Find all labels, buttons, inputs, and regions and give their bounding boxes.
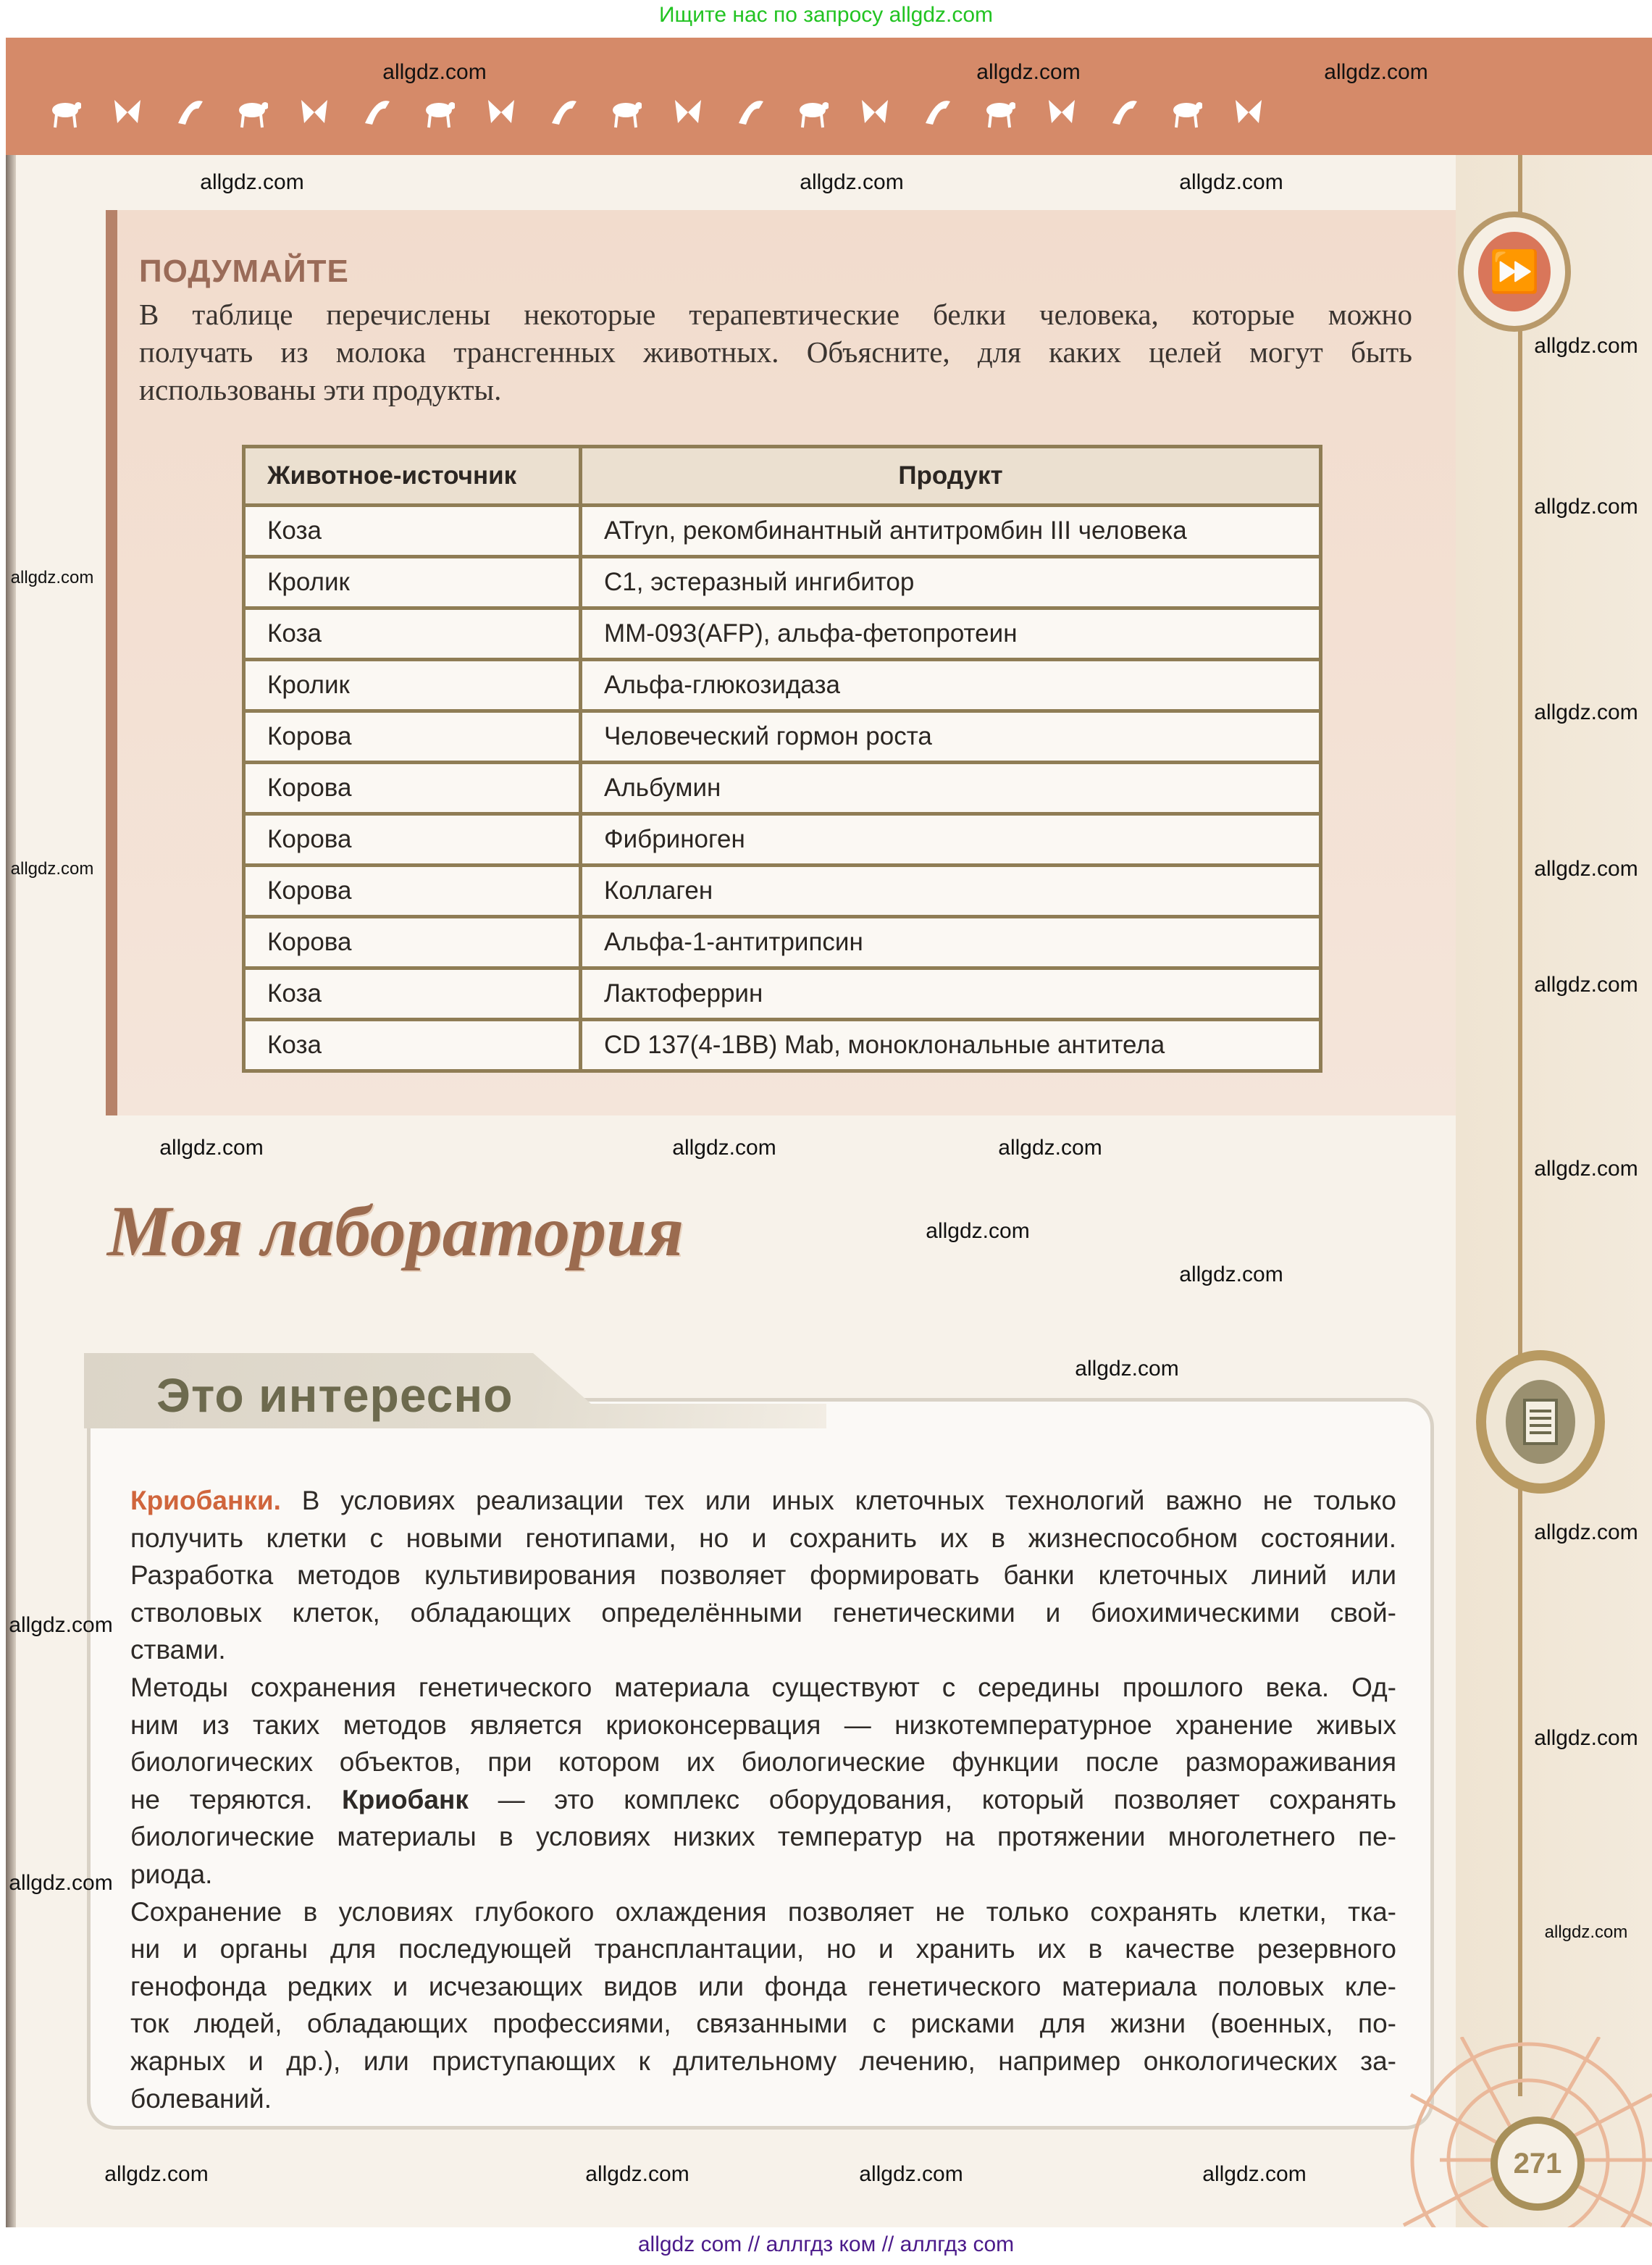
text-fragment: — это комплекс оборудования, который позволяет сохранять <box>468 1784 1396 1814</box>
fish-icon <box>1108 94 1140 130</box>
interesting-title: Это интересно <box>156 1368 513 1422</box>
column-header-animal: Животное-источник <box>244 447 581 506</box>
animal-cell: Коза <box>244 968 581 1020</box>
text-fragment: В условиях реализации тех или иных клеточных технологий важно не только <box>280 1486 1396 1515</box>
product-cell: Альфа-1-антитрипсин <box>581 917 1321 968</box>
table-row <box>244 711 1321 763</box>
right-margin <box>1456 155 1652 2227</box>
product-cell: Человеческий гормон роста <box>581 711 1321 763</box>
animal-cell: Коза <box>244 506 581 557</box>
text-fragment: не теряются. <box>130 1784 343 1814</box>
table-row <box>244 968 1321 1020</box>
bird-icon <box>298 94 330 130</box>
document-marker <box>1476 1350 1605 1494</box>
watermark: allgdz.com <box>1324 60 1428 84</box>
watermark: allgdz.com <box>1534 973 1638 997</box>
product-cell: Коллаген <box>581 866 1321 917</box>
watermark: allgdz.com <box>1179 170 1283 194</box>
text-line: ним из таких методов является криоконсервация — низкотемпературное хранение живых <box>130 1709 1396 1740</box>
watermark: allgdz.com <box>1202 2162 1307 2186</box>
term-cryobanks: Криобанки. <box>130 1486 281 1515</box>
insect-icon <box>548 94 579 130</box>
product-cell: MM-093(AFP), альфа-фетопротеин <box>581 608 1321 660</box>
question-line: получать из молока трансгенных животных. Объясните, для каких целей могут быть <box>139 335 1412 369</box>
animal-cell: Коза <box>244 608 581 660</box>
textbook-page <box>6 38 1652 2227</box>
goat-icon <box>423 94 455 130</box>
column-header-product: Продукт <box>581 447 1321 506</box>
think-question <box>139 296 1412 409</box>
bird-icon <box>1046 94 1078 130</box>
text-line: ни и органы для последующей трансплантации, но и хранить их в качестве резервного <box>130 1934 1396 1964</box>
horse-icon <box>236 94 268 130</box>
watermark: allgdz.com <box>1534 1520 1638 1544</box>
watermark: allgdz.com <box>9 1613 113 1637</box>
watermark: allgdz.com <box>1534 495 1638 519</box>
text-line: биологические материалы в условиях низких температур на протяжении многолетнего пе- <box>130 1822 1396 1852</box>
watermark: allgdz.com <box>200 170 304 194</box>
animal-cell: Корова <box>244 814 581 866</box>
animal-cell: Корова <box>244 866 581 917</box>
product-cell: CD 137(4-1BB) Mab, моноклональные антитела <box>581 1020 1321 1071</box>
butterfly-icon <box>112 94 143 130</box>
table-row <box>244 917 1321 968</box>
table-row <box>244 506 1321 557</box>
goat-icon <box>1170 94 1202 130</box>
product-cell: Фибриноген <box>581 814 1321 866</box>
seahorse-icon <box>1233 94 1265 130</box>
watermark: allgdz.com <box>926 1219 1030 1243</box>
search-hint[interactable]: Ищите нас по запросу allgdz.com <box>658 3 994 27</box>
term-cryobank: Криобанк <box>342 1784 469 1814</box>
watermark: allgdz.com <box>1534 857 1638 881</box>
table-row <box>244 866 1321 917</box>
animal-silhouettes <box>49 94 1265 130</box>
scorpion-icon <box>174 94 206 130</box>
text-line: Сохранение в условиях глубокого охлаждения позволяет не только сохранять клетки, тка- <box>130 1896 1396 1927</box>
text-line: риода. <box>130 1859 213 1889</box>
table-row <box>244 763 1321 814</box>
watermark: allgdz.com <box>1179 1263 1283 1286</box>
bull-icon <box>610 94 642 130</box>
product-cell: ATryn, рекомбинантный антитромбин III человека <box>581 506 1321 557</box>
margin-line <box>1518 155 1522 2096</box>
footer-links[interactable]: allgdz com // аллгдз ком // аллгдз com <box>637 2232 1015 2256</box>
product-cell: Лактоферрин <box>581 968 1321 1020</box>
think-title: ПОДУМАЙТЕ <box>139 254 349 289</box>
watermark: allgdz.com <box>1544 1922 1628 1942</box>
product-cell: Альбумин <box>581 763 1321 814</box>
text-line: генофонда редких и исчезающих видов или фонда генетического материала половых кле- <box>130 1971 1396 2001</box>
text-line: Методы сохранения генетического материала существуют с середины прошлого века. Од- <box>130 1672 1396 1702</box>
proteins-table <box>242 445 1322 1073</box>
rhino-icon <box>49 94 81 130</box>
watermark: allgdz.com <box>1534 334 1638 358</box>
watermark: allgdz.com <box>998 1136 1102 1160</box>
section-title-my-lab: Моя лаборатория <box>107 1191 684 1271</box>
product-cell: С1, эстеразный ингибитор <box>581 557 1321 608</box>
watermark: allgdz.com <box>1534 1157 1638 1181</box>
watermark: allgdz.com <box>10 859 94 879</box>
watermark: allgdz.com <box>104 2162 209 2186</box>
think-box <box>106 210 1456 1115</box>
text-line: получить клетки с новыми генотипами, но и сохранить их в жизнеспособном состоянии. <box>130 1523 1396 1553</box>
watermark: allgdz.com <box>9 1871 113 1895</box>
watermark: allgdz.com <box>1534 700 1638 724</box>
fish-icon <box>361 94 393 130</box>
table-header-row <box>244 447 1321 506</box>
watermark: allgdz.com <box>672 1136 776 1160</box>
text-line: болеваний. <box>130 2083 272 2114</box>
product-cell: Альфа-глюкозидаза <box>581 660 1321 711</box>
watermark: allgdz.com <box>382 60 487 84</box>
watermark: allgdz.com <box>585 2162 689 2186</box>
text-line: биологических объектов, при котором их биологические функции после размораживания <box>130 1747 1396 1778</box>
text-line: Разработка методов культивирования позволяет формировать банки клеточных линий или <box>130 1560 1396 1591</box>
document-icon <box>1506 1380 1575 1464</box>
animal-cell: Корова <box>244 917 581 968</box>
watermark: allgdz.com <box>159 1136 264 1160</box>
animal-cell: Корова <box>244 763 581 814</box>
text-line <box>130 1781 1396 1819</box>
animal-cell: Коза <box>244 1020 581 1071</box>
kangaroo-icon <box>672 94 704 130</box>
watermark: allgdz.com <box>10 568 94 587</box>
watermark: allgdz.com <box>800 170 904 194</box>
table-row <box>244 557 1321 608</box>
bear-icon <box>859 94 891 130</box>
table-row <box>244 660 1321 711</box>
lizard-icon <box>734 94 766 130</box>
text-line: ствами. <box>130 1635 226 1665</box>
seahorse-icon <box>485 94 517 130</box>
animal-cell: Кролик <box>244 557 581 608</box>
watermark: allgdz.com <box>1534 1726 1638 1750</box>
text-line <box>130 1482 1396 1520</box>
scorpion-icon <box>921 94 953 130</box>
interesting-text <box>130 1482 1396 2117</box>
header-band <box>6 38 1652 155</box>
question-line: В таблице перечислены некоторые терапевтические белки человека, которые можно <box>139 298 1412 331</box>
horse-icon <box>984 94 1015 130</box>
page-spine-shadow <box>6 38 16 2227</box>
page-number: 271 <box>1490 2117 1585 2211</box>
watermark: allgdz.com <box>976 60 1081 84</box>
animal-cell: Корова <box>244 711 581 763</box>
fast-forward-icon: ⏩ <box>1478 232 1551 311</box>
text-line: стволовых клеток, обладающих определёнными генетическими и биохимическими свой- <box>130 1597 1396 1628</box>
butterfly-icon <box>797 94 829 130</box>
animal-cell: Кролик <box>244 660 581 711</box>
table-row <box>244 1020 1321 1071</box>
play-marker <box>1458 212 1571 332</box>
table-row <box>244 814 1321 866</box>
question-line: использованы эти продукты. <box>139 373 502 406</box>
text-line: ток людей, обладающих профессиями, связанными с рисками для жизни (военных, по- <box>130 2009 1396 2039</box>
watermark: allgdz.com <box>1075 1357 1179 1381</box>
watermark: allgdz.com <box>859 2162 963 2186</box>
text-line: жарных и др.), или приступающих к длительному лечению, например онкологических за- <box>130 2046 1396 2076</box>
table-row <box>244 608 1321 660</box>
